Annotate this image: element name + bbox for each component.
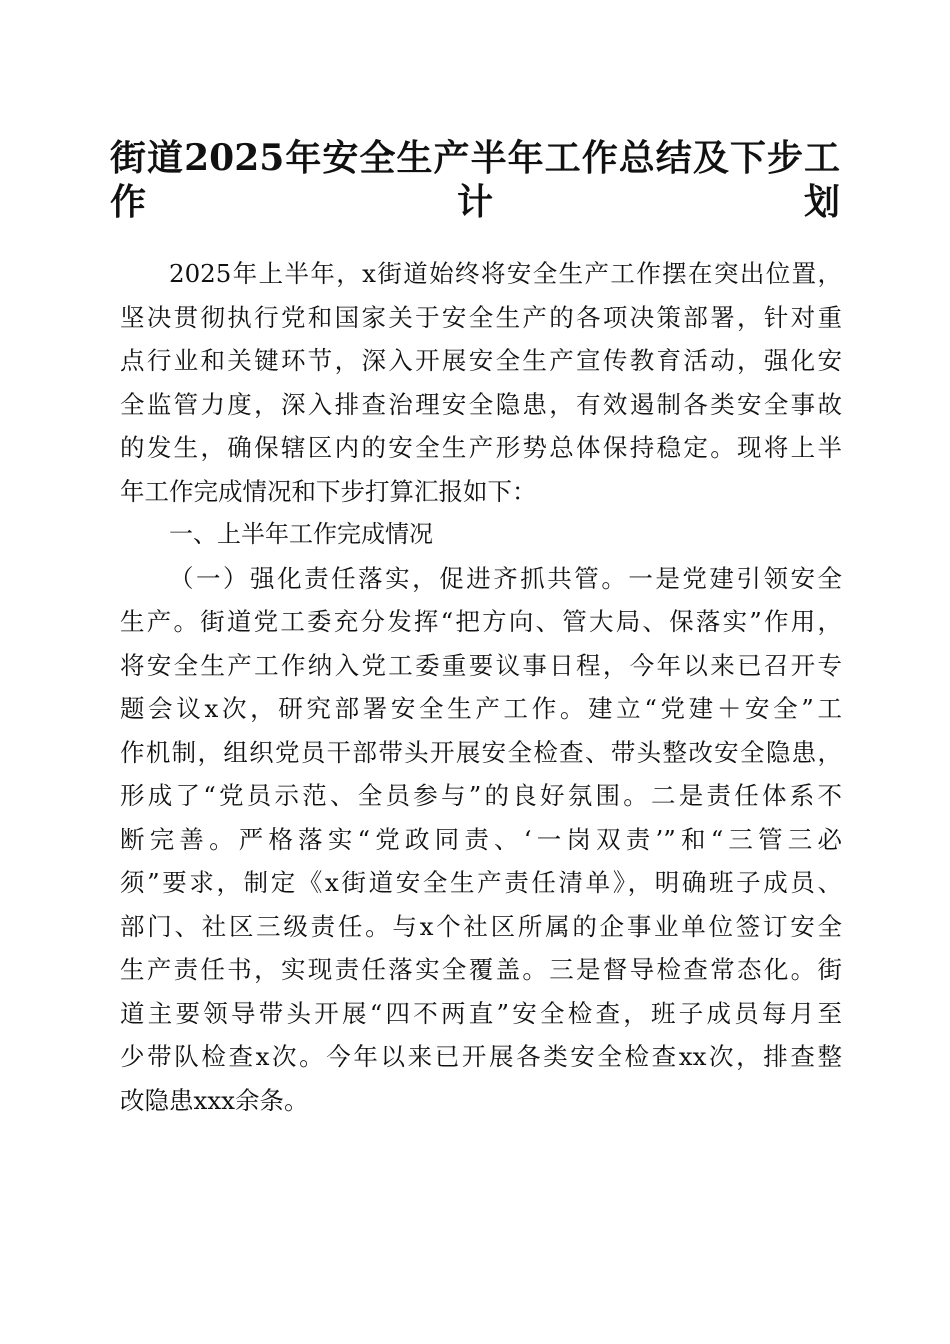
paragraph-line: 须”要求，制定《x街道安全生产责任清单》，明确班子成员、 bbox=[120, 868, 842, 897]
paragraph-line: 形成了“党员示范、全员参与”的良好氛围。二是责任体系不 bbox=[120, 781, 842, 810]
title-line-1: 街道2025年安全生产半年工作总结及下步工 bbox=[110, 137, 840, 179]
paragraph-line: 改隐患xxx余条。 bbox=[120, 1085, 309, 1115]
section1-paragraph bbox=[120, 557, 842, 1123]
section-heading: 一、上半年工作完成情况 bbox=[169, 520, 433, 548]
document-body bbox=[120, 252, 842, 1122]
paragraph-line: 作机制，组织党员干部带头开展安全检查、带头整改安全隐患， bbox=[120, 737, 842, 767]
paragraph-line: 生产。街道党工委充分发挥“把方向、管大局、保落实”作用， bbox=[120, 607, 842, 636]
intro-line: 全监管力度，深入排查治理安全隐患，有效遏制各类安全事故 bbox=[120, 389, 842, 419]
intro-line: 的发生，确保辖区内的安全生产形势总体保持稳定。现将上半 bbox=[120, 433, 842, 462]
paragraph-line: 部门、社区三级责任。与x个社区所属的企事业单位签订安全 bbox=[120, 911, 842, 941]
paragraph-line: 道主要领导带头开展“四不两直”安全检查，班子成员每月至 bbox=[120, 998, 842, 1028]
paragraph-line: 少带队检查x次。今年以来已开展各类安全检查xx次，排查整 bbox=[120, 1042, 842, 1071]
title-line-2: 作计划 bbox=[110, 180, 840, 223]
paragraph-line: （一）强化责任落实，促进齐抓共管。一是党建引领安全 bbox=[169, 563, 842, 593]
intro-line: 坚决贯彻执行党和国家关于安全生产的各项决策部署，针对重 bbox=[120, 302, 842, 332]
intro-line: 点行业和关键环节，深入开展安全生产宣传教育活动，强化安 bbox=[120, 346, 842, 375]
document-title bbox=[110, 134, 840, 221]
paragraph-line: 题会议x次，研究部署安全生产工作。建立“党建＋安全”工 bbox=[120, 694, 842, 723]
intro-line: 2025年上半年，x街道始终将安全生产工作摆在突出位置， bbox=[169, 259, 842, 288]
intro-paragraph bbox=[120, 252, 842, 513]
intro-line: 年工作完成情况和下步打算汇报如下： bbox=[120, 476, 537, 506]
paragraph-line: 生产责任书，实现责任落实全覆盖。三是督导检查常态化。街 bbox=[120, 955, 842, 984]
paragraph-line: 将安全生产工作纳入党工委重要议事日程，今年以来已召开专 bbox=[120, 650, 842, 680]
paragraph-line: 断完善。严格落实“党政同责、‘一岗双责’”和“三管三必 bbox=[120, 824, 842, 854]
